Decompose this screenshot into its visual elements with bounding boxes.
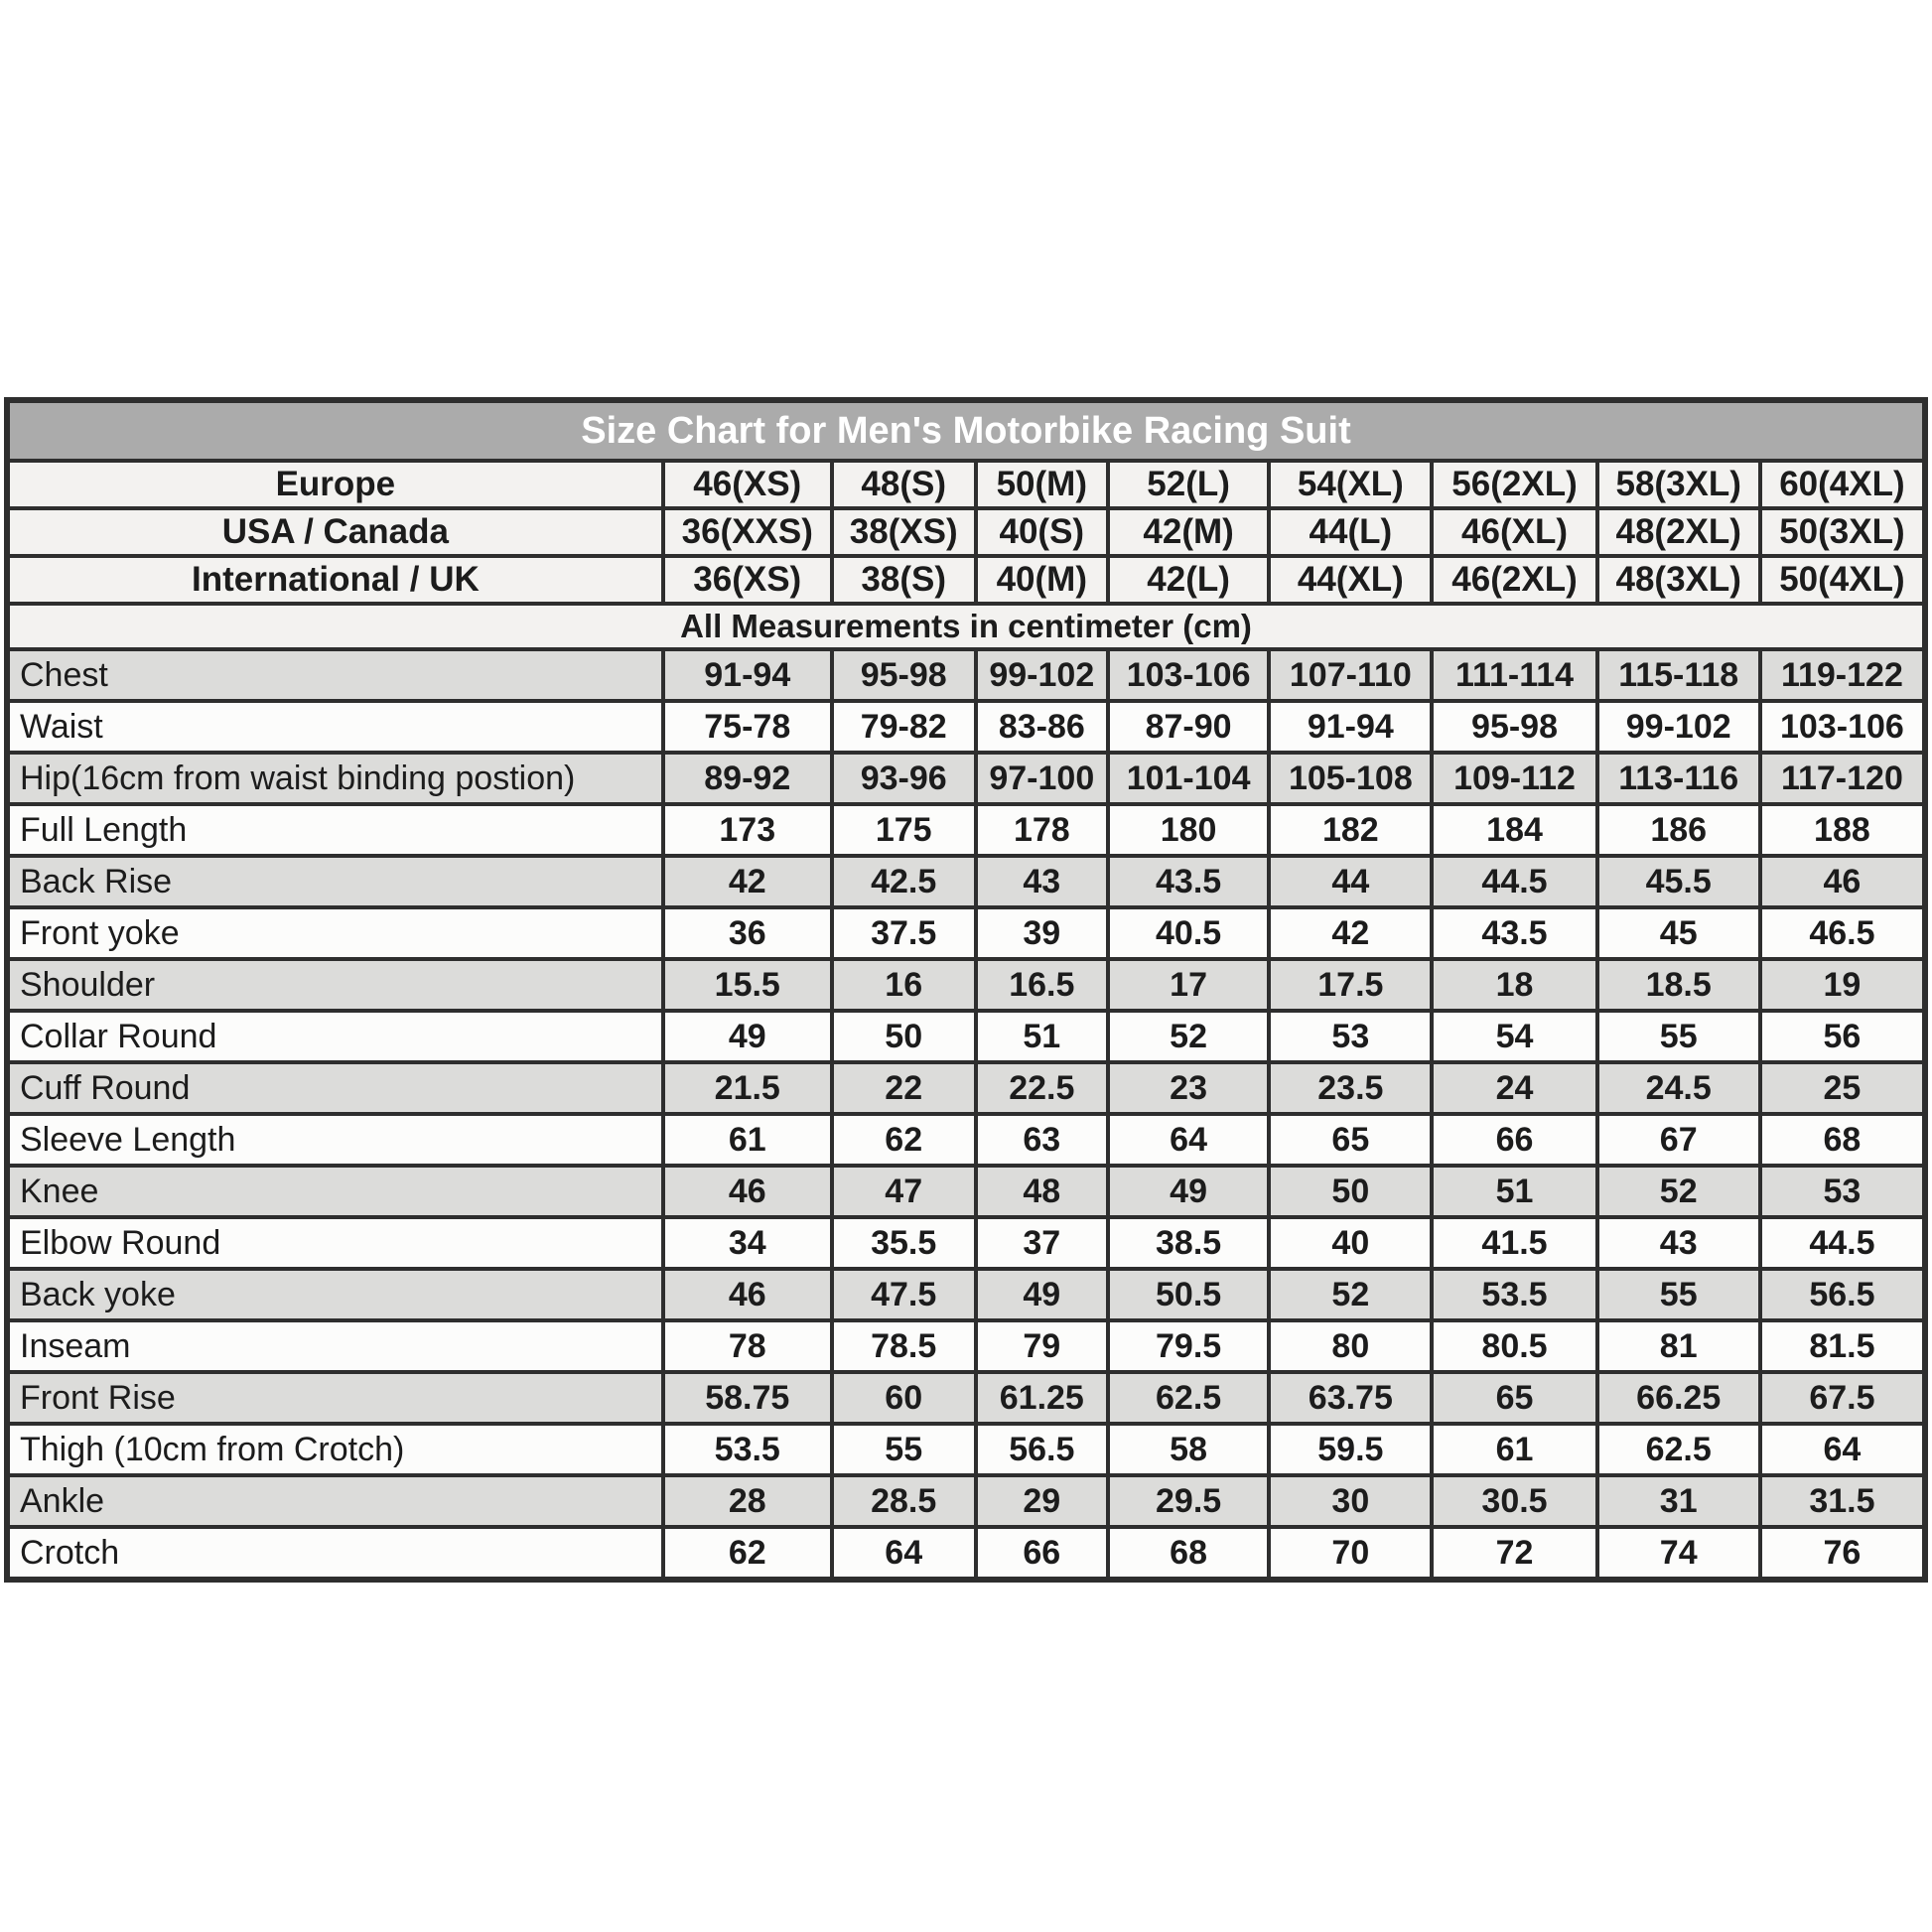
measurement-value: 37.5 — [832, 907, 976, 959]
measurement-value: 47 — [832, 1166, 976, 1217]
measurement-label: Waist — [7, 701, 663, 753]
measurement-label: Sleeve Length — [7, 1114, 663, 1166]
measurement-value: 22 — [832, 1062, 976, 1114]
size-value: 36(XXS) — [663, 508, 832, 556]
measurement-value: 41.5 — [1432, 1217, 1596, 1269]
measurement-value: 45 — [1597, 907, 1760, 959]
measurement-value: 52 — [1269, 1269, 1432, 1320]
measurement-value: 60 — [832, 1372, 976, 1424]
measurement-row — [7, 1217, 1925, 1269]
measurement-value: 50 — [832, 1011, 976, 1062]
size-value: 36(XS) — [663, 556, 832, 604]
measurement-value: 68 — [1760, 1114, 1925, 1166]
size-value: 52(L) — [1108, 461, 1269, 508]
measurement-value: 79-82 — [832, 701, 976, 753]
measurement-value: 58.75 — [663, 1372, 832, 1424]
measurement-value: 64 — [832, 1527, 976, 1580]
measurement-value: 35.5 — [832, 1217, 976, 1269]
measurement-label: Back Rise — [7, 856, 663, 907]
measurement-value: 61 — [1432, 1424, 1596, 1475]
measurement-value: 66 — [976, 1527, 1108, 1580]
size-value: 50(M) — [976, 461, 1108, 508]
size-value: 48(S) — [832, 461, 976, 508]
measurement-value: 63 — [976, 1114, 1108, 1166]
measurement-value: 95-98 — [832, 649, 976, 701]
measurement-value: 16 — [832, 959, 976, 1011]
measurement-value: 109-112 — [1432, 753, 1596, 804]
measurement-value: 62 — [663, 1527, 832, 1580]
measurement-value: 180 — [1108, 804, 1269, 856]
measurement-row — [7, 1527, 1925, 1580]
measurement-value: 23.5 — [1269, 1062, 1432, 1114]
measurement-value: 53.5 — [1432, 1269, 1596, 1320]
measurement-label: Shoulder — [7, 959, 663, 1011]
measurement-value: 16.5 — [976, 959, 1108, 1011]
measurement-value: 18.5 — [1597, 959, 1760, 1011]
measurement-value: 83-86 — [976, 701, 1108, 753]
size-system-label: USA / Canada — [7, 508, 663, 556]
size-value: 58(3XL) — [1597, 461, 1760, 508]
measurement-value: 99-102 — [1597, 701, 1760, 753]
measurement-value: 58 — [1108, 1424, 1269, 1475]
measurement-value: 113-116 — [1597, 753, 1760, 804]
measurement-value: 15.5 — [663, 959, 832, 1011]
measurement-value: 186 — [1597, 804, 1760, 856]
measurement-value: 46 — [1760, 856, 1925, 907]
measurement-value: 50.5 — [1108, 1269, 1269, 1320]
measurement-value: 42 — [1269, 907, 1432, 959]
size-chart — [4, 397, 1928, 1583]
measurement-value: 56 — [1760, 1011, 1925, 1062]
size-system-label: International / UK — [7, 556, 663, 604]
measurement-value: 43 — [976, 856, 1108, 907]
measurement-value: 62.5 — [1108, 1372, 1269, 1424]
measurement-value: 25 — [1760, 1062, 1925, 1114]
size-value: 38(S) — [832, 556, 976, 604]
size-value: 56(2XL) — [1432, 461, 1596, 508]
measurement-value: 115-118 — [1597, 649, 1760, 701]
measurement-value: 52 — [1597, 1166, 1760, 1217]
measurement-label: Cuff Round — [7, 1062, 663, 1114]
measurement-value: 173 — [663, 804, 832, 856]
measurement-value: 55 — [1597, 1269, 1760, 1320]
size-value: 44(L) — [1269, 508, 1432, 556]
measurement-label: Knee — [7, 1166, 663, 1217]
measurement-value: 89-92 — [663, 753, 832, 804]
measurement-value: 111-114 — [1432, 649, 1596, 701]
measurement-note: All Measurements in centimeter (cm) — [7, 604, 1925, 649]
measurement-note-row — [7, 604, 1925, 649]
measurement-value: 81 — [1597, 1320, 1760, 1372]
size-value: 44(XL) — [1269, 556, 1432, 604]
measurement-value: 49 — [663, 1011, 832, 1062]
size-value: 40(S) — [976, 508, 1108, 556]
measurement-value: 107-110 — [1269, 649, 1432, 701]
measurement-value: 56.5 — [1760, 1269, 1925, 1320]
measurement-row — [7, 649, 1925, 701]
size-system-row — [7, 556, 1925, 604]
measurement-value: 59.5 — [1269, 1424, 1432, 1475]
measurement-value: 119-122 — [1760, 649, 1925, 701]
measurement-value: 65 — [1432, 1372, 1596, 1424]
measurement-value: 44.5 — [1432, 856, 1596, 907]
measurement-value: 105-108 — [1269, 753, 1432, 804]
size-system-row — [7, 508, 1925, 556]
measurement-label: Crotch — [7, 1527, 663, 1580]
measurement-value: 91-94 — [1269, 701, 1432, 753]
measurement-row — [7, 1114, 1925, 1166]
measurement-value: 103-106 — [1108, 649, 1269, 701]
measurement-value: 66 — [1432, 1114, 1596, 1166]
measurement-value: 93-96 — [832, 753, 976, 804]
measurement-value: 46 — [663, 1269, 832, 1320]
table-title: Size Chart for Men's Motorbike Racing Suit — [7, 400, 1925, 461]
measurement-value: 64 — [1760, 1424, 1925, 1475]
measurement-value: 53 — [1760, 1166, 1925, 1217]
measurement-value: 24 — [1432, 1062, 1596, 1114]
measurement-value: 40.5 — [1108, 907, 1269, 959]
table-title-row — [7, 400, 1925, 461]
measurement-value: 46.5 — [1760, 907, 1925, 959]
measurement-label: Front yoke — [7, 907, 663, 959]
size-value: 46(XS) — [663, 461, 832, 508]
measurement-value: 48 — [976, 1166, 1108, 1217]
measurement-value: 62.5 — [1597, 1424, 1760, 1475]
measurement-row — [7, 753, 1925, 804]
measurement-value: 39 — [976, 907, 1108, 959]
measurement-value: 81.5 — [1760, 1320, 1925, 1372]
measurement-value: 66.25 — [1597, 1372, 1760, 1424]
size-value: 46(2XL) — [1432, 556, 1596, 604]
measurement-value: 72 — [1432, 1527, 1596, 1580]
measurement-value: 67.5 — [1760, 1372, 1925, 1424]
measurement-value: 43 — [1597, 1217, 1760, 1269]
size-value: 48(3XL) — [1597, 556, 1760, 604]
measurement-value: 17 — [1108, 959, 1269, 1011]
measurement-value: 19 — [1760, 959, 1925, 1011]
measurement-value: 63.75 — [1269, 1372, 1432, 1424]
measurement-row — [7, 1475, 1925, 1527]
measurement-value: 103-106 — [1760, 701, 1925, 753]
measurement-value: 30 — [1269, 1475, 1432, 1527]
measurement-value: 70 — [1269, 1527, 1432, 1580]
measurement-value: 54 — [1432, 1011, 1596, 1062]
measurement-value: 46 — [663, 1166, 832, 1217]
measurement-value: 22.5 — [976, 1062, 1108, 1114]
measurement-value: 51 — [976, 1011, 1108, 1062]
measurement-value: 91-94 — [663, 649, 832, 701]
measurement-row — [7, 804, 1925, 856]
size-value: 50(4XL) — [1760, 556, 1925, 604]
measurement-value: 36 — [663, 907, 832, 959]
measurement-value: 55 — [1597, 1011, 1760, 1062]
size-value: 50(3XL) — [1760, 508, 1925, 556]
measurement-value: 178 — [976, 804, 1108, 856]
measurement-row — [7, 1269, 1925, 1320]
measurement-value: 182 — [1269, 804, 1432, 856]
measurement-value: 30.5 — [1432, 1475, 1596, 1527]
measurement-value: 28.5 — [832, 1475, 976, 1527]
measurement-label: Elbow Round — [7, 1217, 663, 1269]
measurement-value: 43.5 — [1108, 856, 1269, 907]
measurement-value: 44 — [1269, 856, 1432, 907]
measurement-value: 95-98 — [1432, 701, 1596, 753]
measurement-row — [7, 1011, 1925, 1062]
measurement-value: 42.5 — [832, 856, 976, 907]
measurement-value: 29.5 — [1108, 1475, 1269, 1527]
size-value: 46(XL) — [1432, 508, 1596, 556]
measurement-value: 80.5 — [1432, 1320, 1596, 1372]
measurement-row — [7, 856, 1925, 907]
measurement-value: 99-102 — [976, 649, 1108, 701]
measurement-value: 188 — [1760, 804, 1925, 856]
measurement-label: Ankle — [7, 1475, 663, 1527]
measurement-value: 43.5 — [1432, 907, 1596, 959]
measurement-value: 117-120 — [1760, 753, 1925, 804]
measurement-value: 78 — [663, 1320, 832, 1372]
measurement-value: 65 — [1269, 1114, 1432, 1166]
size-chart-body — [7, 400, 1925, 1580]
measurement-value: 79.5 — [1108, 1320, 1269, 1372]
measurement-value: 21.5 — [663, 1062, 832, 1114]
measurement-value: 61 — [663, 1114, 832, 1166]
measurement-value: 34 — [663, 1217, 832, 1269]
measurement-value: 101-104 — [1108, 753, 1269, 804]
measurement-row — [7, 907, 1925, 959]
measurement-value: 47.5 — [832, 1269, 976, 1320]
measurement-label: Collar Round — [7, 1011, 663, 1062]
measurement-value: 78.5 — [832, 1320, 976, 1372]
measurement-value: 49 — [1108, 1166, 1269, 1217]
measurement-row — [7, 1062, 1925, 1114]
measurement-label: Inseam — [7, 1320, 663, 1372]
measurement-value: 97-100 — [976, 753, 1108, 804]
measurement-value: 17.5 — [1269, 959, 1432, 1011]
measurement-value: 24.5 — [1597, 1062, 1760, 1114]
size-value: 48(2XL) — [1597, 508, 1760, 556]
measurement-value: 50 — [1269, 1166, 1432, 1217]
size-chart-table — [4, 397, 1928, 1583]
measurement-value: 67 — [1597, 1114, 1760, 1166]
size-system-label: Europe — [7, 461, 663, 508]
measurement-value: 18 — [1432, 959, 1596, 1011]
measurement-row — [7, 1166, 1925, 1217]
measurement-value: 53.5 — [663, 1424, 832, 1475]
measurement-row — [7, 1424, 1925, 1475]
size-value: 42(M) — [1108, 508, 1269, 556]
measurement-value: 87-90 — [1108, 701, 1269, 753]
measurement-value: 55 — [832, 1424, 976, 1475]
measurement-value: 68 — [1108, 1527, 1269, 1580]
size-value: 54(XL) — [1269, 461, 1432, 508]
measurement-label: Thigh (10cm from Crotch) — [7, 1424, 663, 1475]
measurement-value: 53 — [1269, 1011, 1432, 1062]
measurement-value: 62 — [832, 1114, 976, 1166]
measurement-value: 49 — [976, 1269, 1108, 1320]
measurement-label: Full Length — [7, 804, 663, 856]
measurement-value: 80 — [1269, 1320, 1432, 1372]
measurement-value: 175 — [832, 804, 976, 856]
measurement-value: 52 — [1108, 1011, 1269, 1062]
measurement-value: 45.5 — [1597, 856, 1760, 907]
measurement-value: 74 — [1597, 1527, 1760, 1580]
measurement-row — [7, 701, 1925, 753]
size-value: 60(4XL) — [1760, 461, 1925, 508]
measurement-label: Chest — [7, 649, 663, 701]
measurement-value: 29 — [976, 1475, 1108, 1527]
measurement-row — [7, 959, 1925, 1011]
size-system-row — [7, 461, 1925, 508]
measurement-value: 38.5 — [1108, 1217, 1269, 1269]
measurement-value: 76 — [1760, 1527, 1925, 1580]
measurement-value: 184 — [1432, 804, 1596, 856]
size-value: 38(XS) — [832, 508, 976, 556]
measurement-value: 31.5 — [1760, 1475, 1925, 1527]
measurement-value: 44.5 — [1760, 1217, 1925, 1269]
measurement-value: 31 — [1597, 1475, 1760, 1527]
measurement-label: Back yoke — [7, 1269, 663, 1320]
size-value: 40(M) — [976, 556, 1108, 604]
measurement-value: 75-78 — [663, 701, 832, 753]
measurement-value: 37 — [976, 1217, 1108, 1269]
measurement-label: Front Rise — [7, 1372, 663, 1424]
measurement-row — [7, 1372, 1925, 1424]
measurement-row — [7, 1320, 1925, 1372]
size-value: 42(L) — [1108, 556, 1269, 604]
measurement-value: 51 — [1432, 1166, 1596, 1217]
measurement-value: 61.25 — [976, 1372, 1108, 1424]
measurement-label: Hip(16cm from waist binding postion) — [7, 753, 663, 804]
measurement-value: 23 — [1108, 1062, 1269, 1114]
measurement-value: 79 — [976, 1320, 1108, 1372]
measurement-value: 64 — [1108, 1114, 1269, 1166]
measurement-value: 56.5 — [976, 1424, 1108, 1475]
measurement-value: 42 — [663, 856, 832, 907]
measurement-value: 28 — [663, 1475, 832, 1527]
measurement-value: 40 — [1269, 1217, 1432, 1269]
